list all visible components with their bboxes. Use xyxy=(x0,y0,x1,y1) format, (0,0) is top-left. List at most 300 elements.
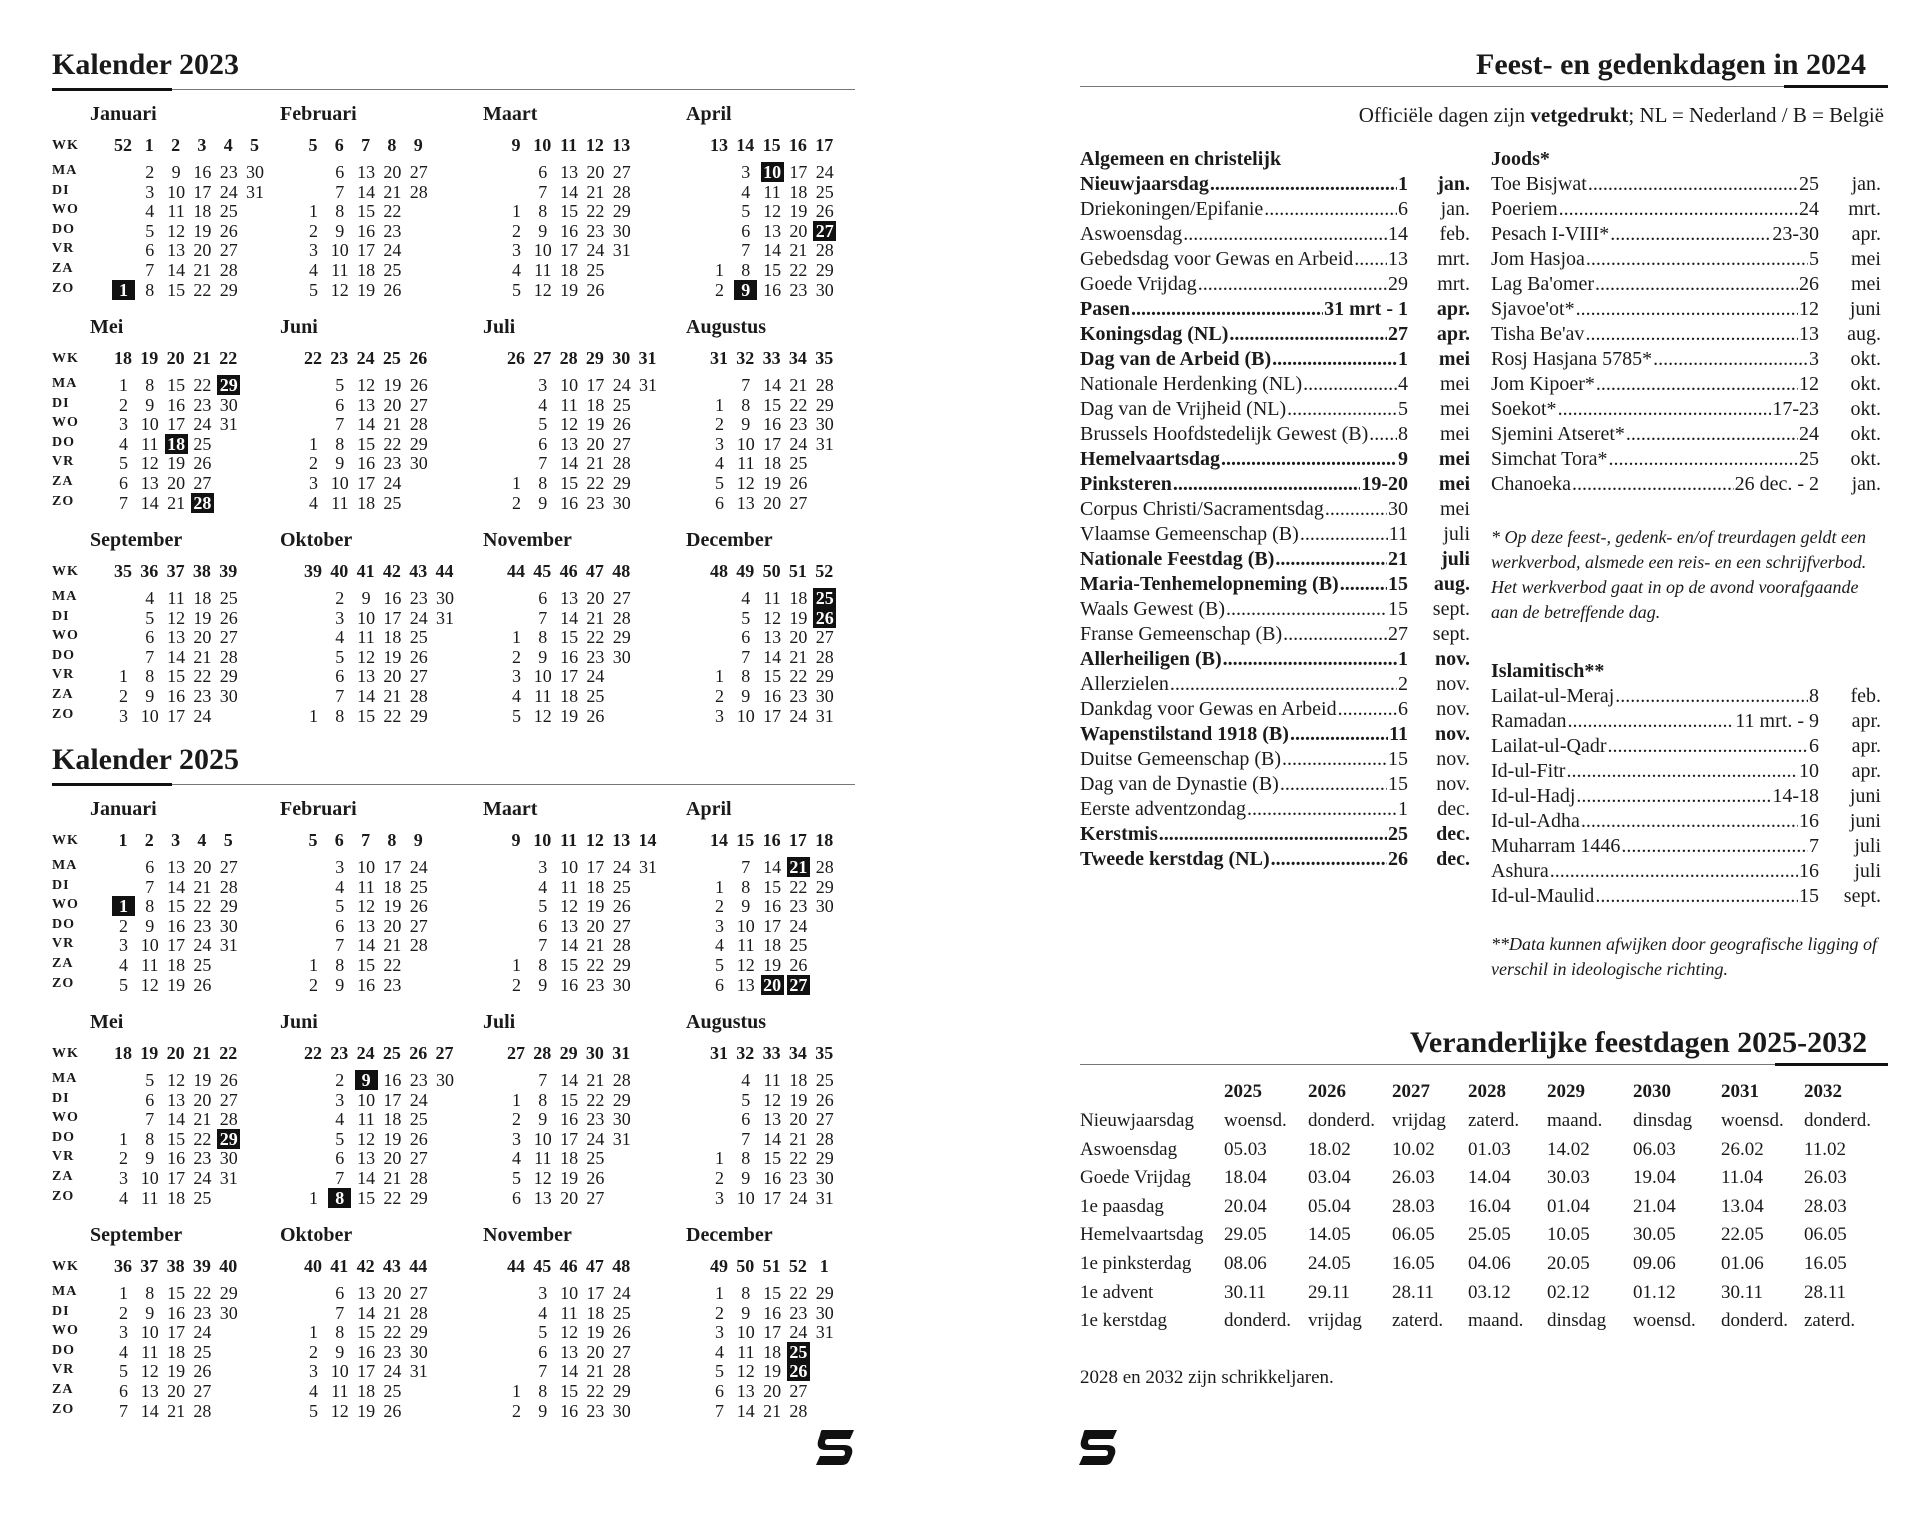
calendar-day[interactable]: 6 xyxy=(538,588,548,608)
calendar-day[interactable]: 4 xyxy=(119,955,128,975)
calendar-day[interactable]: 7 xyxy=(538,1070,548,1090)
calendar-day[interactable]: 20 xyxy=(560,1187,579,1208)
calendar-day[interactable]: 11 xyxy=(534,260,552,280)
calendar-day[interactable]: 11 xyxy=(141,1187,159,1208)
calendar-day[interactable]: 16 xyxy=(560,1400,579,1421)
calendar-day[interactable]: 7 xyxy=(335,414,345,435)
calendar-day[interactable]: 19 xyxy=(193,607,212,628)
calendar-day[interactable]: 23 xyxy=(789,1168,808,1188)
calendar-day[interactable]: 21 xyxy=(383,414,402,435)
calendar-day[interactable]: 3 xyxy=(309,1361,318,1382)
calendar-day[interactable]: 23 xyxy=(586,1400,605,1421)
calendar-day[interactable]: 24 xyxy=(409,857,428,877)
calendar-day[interactable]: 8 xyxy=(145,375,155,395)
calendar-day[interactable]: 15 xyxy=(560,1381,579,1401)
calendar-day[interactable]: 27 xyxy=(193,1381,212,1401)
calendar-day[interactable]: 22 xyxy=(383,955,402,975)
calendar-day[interactable]: 26 xyxy=(815,1089,834,1110)
calendar-day[interactable]: 6 xyxy=(335,915,345,936)
calendar-day[interactable]: 4 xyxy=(309,1381,318,1401)
calendar-day[interactable]: 19 xyxy=(167,453,186,474)
calendar-day[interactable]: 17 xyxy=(167,705,186,726)
calendar-day[interactable]: 14 xyxy=(560,935,579,956)
calendar-day[interactable]: 20 xyxy=(383,666,402,687)
calendar-day[interactable]: 11 xyxy=(737,453,755,474)
calendar-day[interactable]: 8 xyxy=(335,201,345,222)
calendar-day[interactable]: 12 xyxy=(140,453,159,474)
calendar-day[interactable]: 9 xyxy=(741,686,751,706)
calendar-day[interactable]: 24 xyxy=(612,375,631,395)
calendar-day[interactable]: 11 xyxy=(534,1148,552,1169)
calendar-day[interactable]: 4 xyxy=(741,181,751,202)
calendar-day[interactable]: 28 xyxy=(219,1109,238,1130)
calendar-day[interactable]: 12 xyxy=(736,473,755,493)
calendar-day[interactable]: 22 xyxy=(193,666,212,687)
calendar-day[interactable]: 3 xyxy=(119,705,128,726)
calendar-day[interactable]: 4 xyxy=(512,1148,521,1169)
calendar-day[interactable]: 11 xyxy=(167,201,185,222)
calendar-day[interactable]: 16 xyxy=(357,453,376,474)
calendar-day[interactable]: 31 xyxy=(409,1361,428,1382)
calendar-day[interactable]: 14 xyxy=(560,1361,579,1382)
calendar-day[interactable]: 17 xyxy=(763,1322,782,1343)
calendar-day[interactable]: 11 xyxy=(141,1341,159,1362)
calendar-day[interactable]: 28 xyxy=(612,181,631,202)
calendar-day[interactable]: 8 xyxy=(335,1322,345,1343)
calendar-day[interactable]: 29 xyxy=(409,1187,428,1208)
calendar-day[interactable]: 18 xyxy=(383,876,402,897)
calendar-day[interactable]: 18 xyxy=(789,588,808,608)
calendar-day[interactable]: 28 xyxy=(409,1302,428,1323)
calendar-day[interactable]: 1 xyxy=(119,1128,128,1149)
calendar-day[interactable]: 21 xyxy=(586,453,605,474)
calendar-day[interactable]: 27 xyxy=(219,240,238,261)
calendar-day[interactable]: 3 xyxy=(715,1322,724,1343)
calendar-day[interactable]: 28 xyxy=(219,876,238,897)
calendar-day[interactable]: 17 xyxy=(167,1168,186,1188)
calendar-day[interactable]: 17 xyxy=(763,705,782,726)
calendar-day[interactable]: 2 xyxy=(512,220,521,241)
calendar-day[interactable]: 2 xyxy=(512,974,521,995)
calendar-day[interactable]: 4 xyxy=(119,1341,128,1362)
calendar-day[interactable]: 21 xyxy=(383,1168,402,1188)
calendar-day[interactable]: 30 xyxy=(436,1070,454,1090)
calendar-day[interactable]: 20 xyxy=(789,1109,808,1130)
calendar-day[interactable]: 12 xyxy=(763,201,782,222)
calendar-day[interactable]: 19 xyxy=(193,1070,212,1090)
calendar-day[interactable]: 7 xyxy=(741,646,751,667)
calendar-day[interactable]: 18 xyxy=(789,181,808,202)
calendar-day[interactable]: 7 xyxy=(335,935,345,956)
calendar-day[interactable]: 5 xyxy=(538,896,548,917)
calendar-day[interactable]: 1 xyxy=(715,1148,724,1169)
calendar-day[interactable]: 11 xyxy=(737,1341,755,1362)
calendar-day[interactable]: 16 xyxy=(167,686,186,706)
calendar-day[interactable]: 9 xyxy=(538,1400,548,1421)
calendar-day[interactable]: 30 xyxy=(815,1168,834,1188)
calendar-day[interactable]: 17 xyxy=(763,915,782,936)
calendar-day[interactable]: 20 xyxy=(763,492,782,513)
calendar-day[interactable]: 2 xyxy=(512,646,521,667)
calendar-day[interactable]: 3 xyxy=(715,1187,724,1208)
calendar-day[interactable]: 9 xyxy=(145,394,155,415)
calendar-day[interactable]: 7 xyxy=(741,1128,751,1149)
calendar-day[interactable]: 18 xyxy=(167,955,186,975)
calendar-day[interactable]: 6 xyxy=(741,1109,751,1130)
calendar-day[interactable]: 14 xyxy=(736,1400,755,1421)
calendar-day[interactable]: 27 xyxy=(409,1283,428,1303)
calendar-day[interactable]: 28 xyxy=(409,686,428,706)
calendar-day[interactable]: 25 xyxy=(612,876,631,897)
calendar-day[interactable]: 17 xyxy=(560,1128,579,1149)
calendar-day[interactable]: 19 xyxy=(383,1128,402,1149)
calendar-day[interactable]: 1 xyxy=(309,705,318,726)
calendar-day[interactable]: 24 xyxy=(193,1168,212,1188)
calendar-day[interactable]: 19 xyxy=(789,201,808,222)
calendar-day[interactable]: 23 xyxy=(383,974,402,995)
calendar-day[interactable]: 4 xyxy=(715,1341,724,1362)
calendar-day[interactable]: 10 xyxy=(140,414,159,435)
calendar-day[interactable]: 15 xyxy=(763,876,782,897)
calendar-day[interactable]: 12 xyxy=(330,1400,349,1421)
calendar-day[interactable]: 16 xyxy=(383,588,402,608)
calendar-day[interactable]: 20 xyxy=(383,162,402,182)
calendar-day[interactable]: 3 xyxy=(538,375,548,395)
calendar-day[interactable]: 13 xyxy=(357,1148,376,1169)
calendar-day[interactable]: 28 xyxy=(612,1361,631,1382)
calendar-day[interactable]: 23 xyxy=(789,686,808,706)
calendar-day[interactable]: 24 xyxy=(789,705,808,726)
calendar-day[interactable]: 27 xyxy=(612,162,631,182)
calendar-day[interactable]: 29 xyxy=(815,876,834,897)
calendar-day[interactable]: 15 xyxy=(357,705,376,726)
calendar-day[interactable]: 4 xyxy=(512,260,521,280)
calendar-day[interactable]: 2 xyxy=(715,1302,724,1323)
calendar-day[interactable]: 18 xyxy=(763,935,782,956)
calendar-day[interactable]: 31 xyxy=(246,181,264,202)
calendar-day[interactable]: 20 xyxy=(167,473,186,493)
calendar-day[interactable]: 24 xyxy=(789,433,808,454)
calendar-day[interactable]: 4 xyxy=(538,394,548,415)
calendar-day[interactable]: 28 xyxy=(789,1400,808,1421)
calendar-day[interactable]: 21 xyxy=(383,686,402,706)
calendar-day[interactable]: 27 xyxy=(193,473,212,493)
calendar-day[interactable]: 5 xyxy=(741,607,751,628)
calendar-day[interactable]: 2 xyxy=(715,896,724,917)
calendar-day[interactable]: 26 xyxy=(219,1070,238,1090)
calendar-day[interactable]: 25 xyxy=(383,1381,402,1401)
calendar-day[interactable]: 19 xyxy=(357,279,376,300)
calendar-day[interactable]: 22 xyxy=(789,876,808,897)
calendar-day[interactable]: 2 xyxy=(119,915,128,936)
calendar-day[interactable]: 7 xyxy=(538,935,548,956)
calendar-day[interactable]: 19 xyxy=(763,473,782,493)
calendar-day[interactable]: 4 xyxy=(741,588,751,608)
calendar-day[interactable]: 13 xyxy=(140,1381,159,1401)
calendar-day[interactable]: 8 xyxy=(538,955,548,975)
calendar-day[interactable]: 4 xyxy=(741,1070,751,1090)
calendar-day[interactable]: 28 xyxy=(409,181,428,202)
calendar-day[interactable]: 29 xyxy=(612,627,631,648)
calendar-day[interactable]: 12 xyxy=(167,607,186,628)
calendar-day[interactable]: 25 xyxy=(787,1342,810,1362)
calendar-day[interactable]: 10 xyxy=(140,1322,159,1343)
calendar-day[interactable]: 31 xyxy=(639,375,657,395)
calendar-day[interactable]: 24 xyxy=(612,857,631,877)
calendar-day[interactable]: 27 xyxy=(815,627,834,648)
calendar-day[interactable]: 18 xyxy=(165,434,188,454)
calendar-day[interactable]: 24 xyxy=(193,414,212,435)
calendar-day[interactable]: 25 xyxy=(612,394,631,415)
calendar-day[interactable]: 8 xyxy=(538,627,548,648)
calendar-day[interactable]: 9 xyxy=(335,220,345,241)
calendar-day[interactable]: 5 xyxy=(512,705,521,726)
calendar-day[interactable]: 12 xyxy=(533,705,552,726)
calendar-day[interactable]: 26 xyxy=(789,955,808,975)
calendar-day[interactable]: 12 xyxy=(736,1361,755,1382)
calendar-day[interactable]: 7 xyxy=(119,1400,128,1421)
calendar-day[interactable]: 10 xyxy=(736,1187,755,1208)
calendar-day[interactable]: 29 xyxy=(815,666,834,687)
calendar-day[interactable]: 27 xyxy=(612,588,631,608)
calendar-day[interactable]: 23 xyxy=(586,220,605,241)
calendar-day[interactable]: 22 xyxy=(586,473,605,493)
calendar-day[interactable]: 30 xyxy=(815,1302,834,1323)
calendar-day[interactable]: 4 xyxy=(309,492,318,513)
calendar-day[interactable]: 27 xyxy=(787,975,810,995)
calendar-day[interactable]: 29 xyxy=(612,473,631,493)
calendar-day[interactable]: 14 xyxy=(763,375,782,395)
calendar-day[interactable]: 27 xyxy=(409,162,428,182)
calendar-day[interactable]: 1 xyxy=(715,666,724,687)
calendar-day[interactable]: 14 xyxy=(357,181,376,202)
calendar-day[interactable]: 6 xyxy=(145,627,155,648)
calendar-day[interactable]: 23 xyxy=(193,915,212,936)
calendar-day[interactable]: 4 xyxy=(145,201,155,222)
calendar-day[interactable]: 13 xyxy=(763,627,782,648)
calendar-day[interactable]: 29 xyxy=(815,1148,834,1169)
calendar-day[interactable]: 23 xyxy=(383,453,402,474)
calendar-day[interactable]: 17 xyxy=(357,240,376,261)
calendar-day[interactable]: 3 xyxy=(119,414,128,435)
calendar-day[interactable]: 13 xyxy=(357,915,376,936)
calendar-day[interactable]: 18 xyxy=(586,876,605,897)
calendar-day[interactable]: 7 xyxy=(335,181,345,202)
calendar-day[interactable]: 30 xyxy=(815,279,834,300)
calendar-day[interactable]: 3 xyxy=(335,1089,345,1110)
calendar-day[interactable]: 24 xyxy=(612,1283,631,1303)
calendar-day[interactable]: 18 xyxy=(586,394,605,415)
calendar-day[interactable]: 26 xyxy=(612,896,631,917)
calendar-day[interactable]: 11 xyxy=(167,588,185,608)
calendar-day[interactable]: 15 xyxy=(167,896,186,917)
calendar-day[interactable]: 8 xyxy=(538,201,548,222)
calendar-day[interactable]: 23 xyxy=(409,588,428,608)
calendar-day[interactable]: 8 xyxy=(538,1381,548,1401)
calendar-day[interactable]: 25 xyxy=(815,181,834,202)
calendar-day[interactable]: 14 xyxy=(167,646,186,667)
calendar-day[interactable]: 8 xyxy=(335,433,345,454)
calendar-day[interactable]: 27 xyxy=(612,433,631,454)
calendar-day[interactable]: 9 xyxy=(335,453,345,474)
calendar-day[interactable]: 5 xyxy=(715,955,724,975)
calendar-day[interactable]: 30 xyxy=(612,974,631,995)
calendar-day[interactable]: 25 xyxy=(383,260,402,280)
calendar-day[interactable]: 26 xyxy=(383,1400,402,1421)
calendar-day[interactable]: 26 xyxy=(219,220,238,241)
calendar-day[interactable]: 6 xyxy=(512,1187,521,1208)
calendar-day[interactable]: 6 xyxy=(715,1381,724,1401)
calendar-day[interactable]: 17 xyxy=(357,473,376,493)
calendar-day[interactable]: 14 xyxy=(140,492,159,513)
calendar-day[interactable]: 5 xyxy=(145,220,155,241)
calendar-day[interactable]: 30 xyxy=(219,915,238,936)
calendar-day[interactable]: 11 xyxy=(331,260,349,280)
calendar-day[interactable]: 4 xyxy=(538,1302,548,1323)
calendar-day[interactable]: 26 xyxy=(815,201,834,222)
calendar-day[interactable]: 24 xyxy=(193,705,212,726)
calendar-day[interactable]: 17 xyxy=(357,1361,376,1382)
calendar-day[interactable]: 4 xyxy=(538,876,548,897)
calendar-day[interactable]: 8 xyxy=(741,394,751,415)
calendar-day[interactable]: 6 xyxy=(335,394,345,415)
calendar-day[interactable]: 19 xyxy=(789,1089,808,1110)
calendar-day[interactable]: 3 xyxy=(741,162,751,182)
calendar-day[interactable]: 10 xyxy=(736,433,755,454)
calendar-day[interactable]: 16 xyxy=(383,1070,402,1090)
calendar-day[interactable]: 19 xyxy=(383,646,402,667)
calendar-day[interactable]: 18 xyxy=(193,201,212,222)
calendar-day[interactable]: 26 xyxy=(409,896,428,917)
calendar-day[interactable]: 2 xyxy=(512,1400,521,1421)
calendar-day[interactable]: 28 xyxy=(612,453,631,474)
calendar-day[interactable]: 13 xyxy=(763,220,782,241)
calendar-day[interactable]: 7 xyxy=(145,876,155,897)
calendar-day[interactable]: 27 xyxy=(409,394,428,415)
calendar-day[interactable]: 9 xyxy=(361,588,371,608)
calendar-day[interactable]: 18 xyxy=(167,1341,186,1362)
calendar-day[interactable]: 11 xyxy=(357,627,375,648)
calendar-day[interactable]: 22 xyxy=(193,375,212,395)
calendar-day[interactable]: 14 xyxy=(357,935,376,956)
calendar-day[interactable]: 11 xyxy=(560,1302,578,1323)
calendar-day[interactable]: 25 xyxy=(789,453,808,474)
calendar-day[interactable]: 15 xyxy=(560,955,579,975)
calendar-day[interactable]: 19 xyxy=(586,1322,605,1343)
calendar-day[interactable]: 14 xyxy=(140,1400,159,1421)
calendar-day[interactable]: 16 xyxy=(763,686,782,706)
calendar-day[interactable]: 12 xyxy=(533,1168,552,1188)
calendar-day[interactable]: 3 xyxy=(119,935,128,956)
calendar-day[interactable]: 15 xyxy=(167,375,186,395)
calendar-day[interactable]: 26 xyxy=(193,1361,212,1382)
calendar-day[interactable]: 23 xyxy=(586,1109,605,1130)
calendar-day[interactable]: 19 xyxy=(560,705,579,726)
calendar-day[interactable]: 15 xyxy=(763,394,782,415)
calendar-day[interactable]: 3 xyxy=(145,181,155,202)
calendar-day[interactable]: 21 xyxy=(586,607,605,628)
calendar-day[interactable]: 7 xyxy=(741,375,751,395)
calendar-day[interactable]: 30 xyxy=(612,220,631,241)
calendar-day[interactable]: 4 xyxy=(512,686,521,706)
calendar-day[interactable]: 30 xyxy=(612,646,631,667)
calendar-day[interactable]: 20 xyxy=(383,1148,402,1169)
calendar-day[interactable]: 15 xyxy=(763,666,782,687)
calendar-day[interactable]: 6 xyxy=(741,220,751,241)
calendar-day[interactable]: 19 xyxy=(193,220,212,241)
calendar-day[interactable]: 19 xyxy=(560,279,579,300)
calendar-day[interactable]: 13 xyxy=(167,627,186,648)
calendar-day[interactable]: 21 xyxy=(383,1302,402,1323)
calendar-day[interactable]: 5 xyxy=(335,1128,345,1149)
calendar-day[interactable]: 25 xyxy=(586,686,605,706)
calendar-day[interactable]: 28 xyxy=(612,607,631,628)
calendar-day[interactable]: 13 xyxy=(167,240,186,261)
calendar-day[interactable]: 9 xyxy=(335,974,345,995)
calendar-day[interactable]: 14 xyxy=(560,1070,579,1090)
calendar-day[interactable]: 23 xyxy=(586,492,605,513)
calendar-day[interactable]: 18 xyxy=(763,1341,782,1362)
calendar-day[interactable]: 30 xyxy=(409,1341,428,1362)
calendar-day[interactable]: 8 xyxy=(741,876,751,897)
calendar-day[interactable]: 14 xyxy=(763,1128,782,1149)
calendar-day[interactable]: 17 xyxy=(383,857,402,877)
calendar-day[interactable]: 12 xyxy=(560,414,579,435)
calendar-day[interactable]: 31 xyxy=(639,857,657,877)
calendar-day[interactable]: 24 xyxy=(815,162,834,182)
calendar-day[interactable]: 2 xyxy=(119,1148,128,1169)
calendar-day[interactable]: 20 xyxy=(586,915,605,936)
calendar-day[interactable]: 25 xyxy=(789,935,808,956)
calendar-day[interactable]: 7 xyxy=(715,1400,724,1421)
calendar-day[interactable]: 1 xyxy=(119,666,128,687)
calendar-day[interactable]: 9 xyxy=(538,492,548,513)
calendar-day[interactable]: 6 xyxy=(335,666,345,687)
calendar-day[interactable]: 8 xyxy=(335,705,345,726)
calendar-day[interactable]: 12 xyxy=(330,279,349,300)
calendar-day[interactable]: 23 xyxy=(409,1070,428,1090)
calendar-day[interactable]: 4 xyxy=(715,453,724,474)
calendar-day[interactable]: 21 xyxy=(383,935,402,956)
calendar-day[interactable]: 25 xyxy=(193,433,212,454)
calendar-day[interactable]: 30 xyxy=(436,588,454,608)
calendar-day[interactable]: 24 xyxy=(383,240,402,261)
calendar-day[interactable]: 13 xyxy=(763,1109,782,1130)
calendar-day[interactable]: 10 xyxy=(533,666,552,687)
calendar-day[interactable]: 28 xyxy=(219,260,238,280)
calendar-day[interactable]: 5 xyxy=(335,896,345,917)
calendar-day[interactable]: 20 xyxy=(193,240,212,261)
calendar-day[interactable]: 21 xyxy=(193,646,212,667)
calendar-day[interactable]: 5 xyxy=(119,1361,128,1382)
calendar-day[interactable]: 7 xyxy=(538,453,548,474)
calendar-day[interactable]: 6 xyxy=(741,627,751,648)
calendar-day[interactable]: 2 xyxy=(145,162,155,182)
calendar-day[interactable]: 18 xyxy=(383,627,402,648)
calendar-day[interactable]: 9 xyxy=(741,1168,751,1188)
calendar-day[interactable]: 24 xyxy=(383,473,402,493)
calendar-day[interactable]: 3 xyxy=(715,433,724,454)
calendar-day[interactable]: 22 xyxy=(383,705,402,726)
calendar-day[interactable]: 10 xyxy=(357,857,376,877)
calendar-day[interactable]: 8 xyxy=(145,1128,155,1149)
calendar-day[interactable]: 18 xyxy=(560,260,579,280)
calendar-day[interactable]: 19 xyxy=(789,607,808,628)
calendar-day[interactable]: 26 xyxy=(193,974,212,995)
calendar-day[interactable]: 15 xyxy=(763,1148,782,1169)
calendar-day[interactable]: 22 xyxy=(586,1381,605,1401)
calendar-day[interactable]: 8 xyxy=(145,279,155,300)
